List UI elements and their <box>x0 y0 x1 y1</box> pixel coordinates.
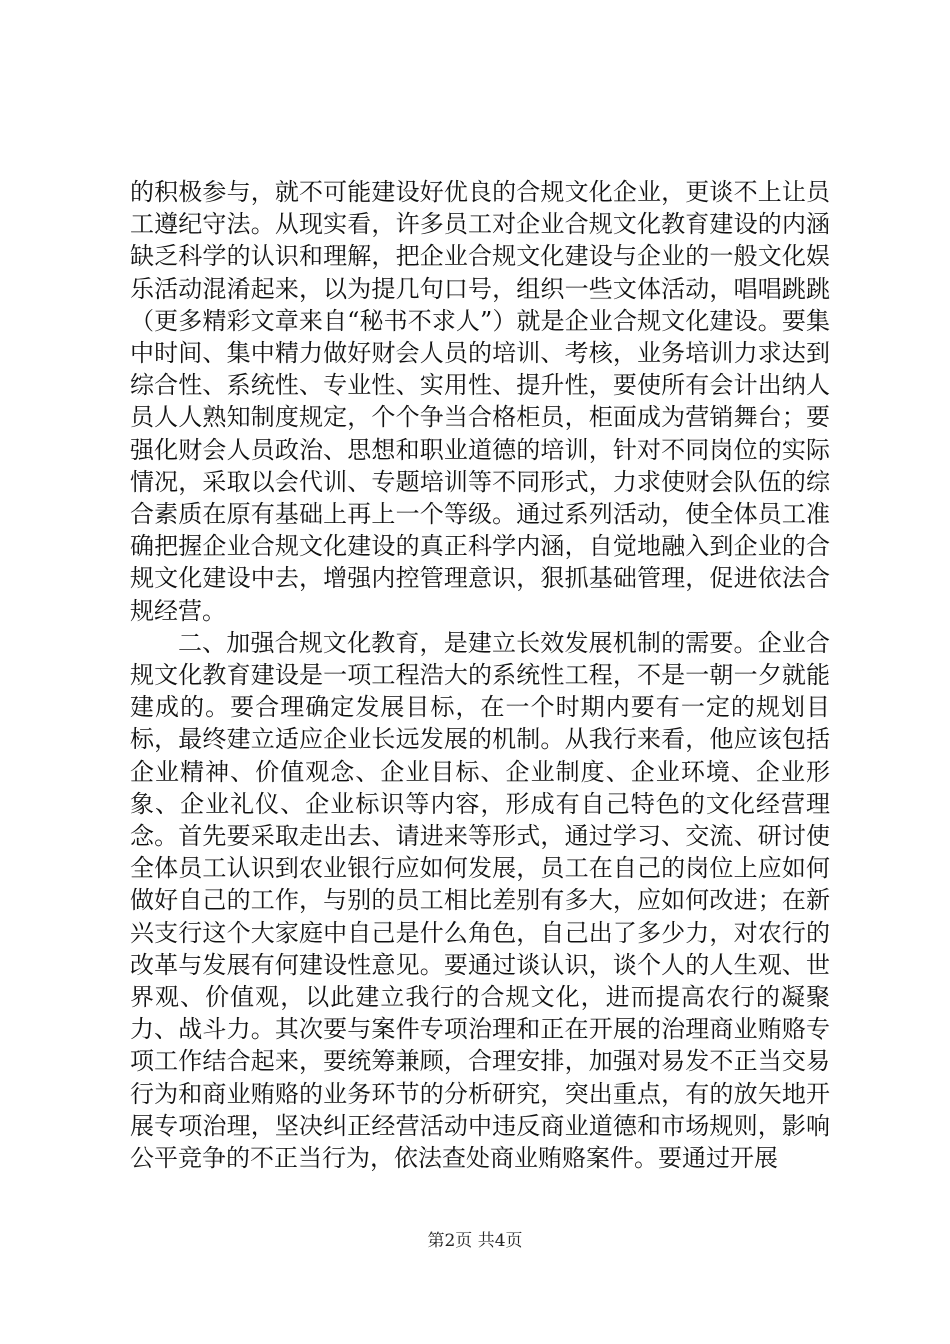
paragraph-section-two: 二、加强合规文化教育，是建立长效发展机制的需要。企业合规文化教育建设是一项工程浩大的系统性工程，不是一朝一夕就能建成的。要合理确定发展目标，在一个时期内要有一定的规划目标，最终建立适应企业长远发展的机制。从我行来看，他应该包括企业精神、价值观念、企业目标、企业制度、企业环境、企业形象、企业礼仪、企业标识等内容，形成有自己特色的文化经营理念。首先要采取走出去、请进来等形式，通过学习、交流、研讨使全体员工认识到农业银行应如何发展，员工在自己的岗位上应如何做好自己的工作，与别的员工相比差别有多大，应如何改进；在新兴支行这个大家庭中自己是什么角色，自己出了多少力，对农行的改革与发展有何建设性意见。要通过谈认识，谈个人的人生观、世界观、价值观，以此建立我行的合规文化，进而提高农行的凝聚力、战斗力。其次要与案件专项治理和正在开展的治理商业贿赂专项工作结合起来，要统筹兼顾，合理安排，加强对易发不正当交易行为和商业贿赂的业务环节的分析研究，突出重点，有的放矢地开展专项治理，坚决纠正经营活动中违反商业道德和市场规则，影响公平竞争的不正当行为，依法查处商业贿赂案件。要通过开展 <box>130 628 830 1173</box>
document-body <box>130 176 830 1174</box>
page-number-footer: 第2页 共4页 <box>427 1231 523 1251</box>
paragraph-continuation: 的积极参与，就不可能建设好优良的合规文化企业，更谈不上让员工遵纪守法。从现实看，许多员工对企业合规文化教育建设的内涵缺乏科学的认识和理解，把企业合规文化建设与企业的一般文化娱乐活动混淆起来，以为提几句口号，组织一些文体活动，唱唱跳跳（更多精彩文章来自“秘书不求人”）就是企业合规文化建设。要集中时间、集中精力做好财会人员的培训、考核，业务培训力求达到综合性、系统性、专业性、实用性、提升性，要使所有会计出纳人员人人熟知制度规定，个个争当合格柜员，柜面成为营销舞台；要强化财会人员政治、思想和职业道德的培训，针对不同岗位的实际情况，采取以会代训、专题培训等不同形式，力求使财会队伍的综合素质在原有基础上再上一个等级。通过系列活动，使全体员工准确把握企业合规文化建设的真正科学内涵，自觉地融入到企业的合规文化建设中去，增强内控管理意识，狠抓基础管理，促进依法合规经营。 <box>130 178 830 625</box>
